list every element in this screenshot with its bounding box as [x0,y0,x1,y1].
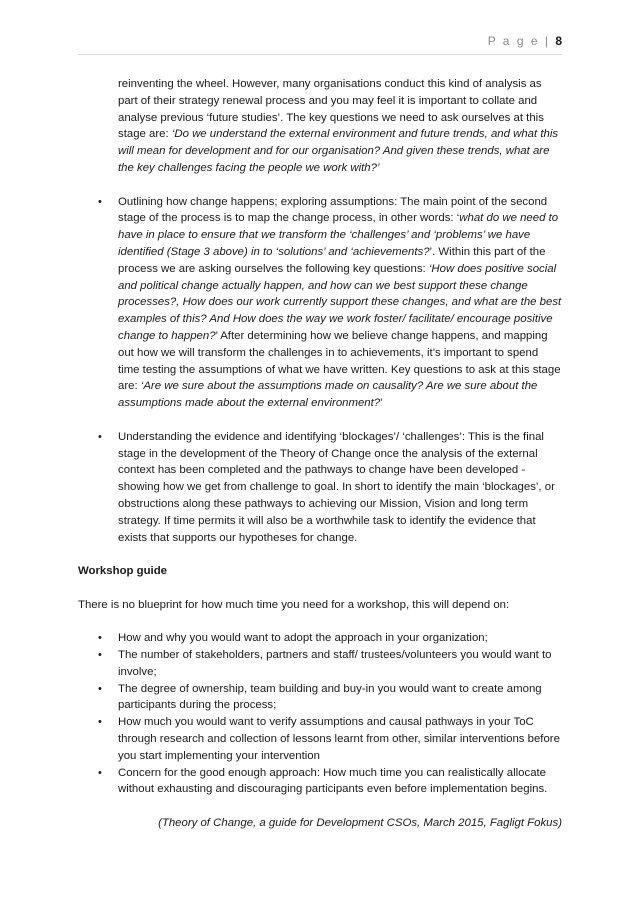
list-item: • Understanding the evidence and identifying ‘blockages’/ ‘challenges’: This is the final stage in the development of the Theory of Change once the analysis of the external context has been completed and the pathways to change have been developed - showing how we get from challenge to goal. In short to identify the main ‘blockages’, or obstructions along these pathways to achieving our Mission, Vision and long term strategy. If time permits it will also be a worthwhile task to identify the evidence that exists that supports our hypotheses for change. [98,430,555,544]
list-item: • How and why you would want to adopt the approach in your organization; [78,630,562,647]
page-label: P a g e [487,34,540,48]
stage-list [78,194,562,547]
list-item: • Concern for the good enough approach: How much time you can realistically allocate without exhausting and discouraging participants even before implementation begins. [98,766,548,796]
continuation-paragraph: reinventing the wheel. However, many organisations conduct this kind of analysis as part of their strategy renewal process and you may feel it is important to collate and analyse previous ‘future studies’. The key questions we need to ask ourselves at this stage are: ‘Do we understand the external environment and future trends, and what this will mean for development and for our organisation? And given these trends, what are the key challenges facing the people we work with?’ [118,78,559,174]
list-item: • The number of stakeholders, partners and staff/ trustees/volunteers you would want to involve; [98,649,552,678]
bullet-icon: • [98,649,102,662]
list-item: • Outlining how change happens; exploring assumptions: The main point of the second stage of the process is to map the change process, in other words: ‘what do we need to have in place to ensure that we transform the ‘challenges’ and ‘problems’ we have identified (Stage 3 above) in to ‘solutions’ and ‘achievements?’. Within this part of the process we are asking ourselves the following key questions: ‘How does positive social and political change actually happen, and how can we best support these change processes?, How does our work currently support these changes, and what are the best examples of this? And How does the way we work foster/ facilitate/ encourage positive change to happen?’ After determining how we believe change happens, and mapping out how we will transform the challenges in to achievements, it’s important to spend time testing the assumptions of what we have written. Key questions to ask at this stage are: ‘Are we sure about the assumptions made on causality? Are we sure about the assumptions made about the external environment?’ [98,195,562,410]
page-header [488,34,562,48]
header-divider [78,54,562,55]
list-item: • The degree of ownership, team building and buy-in you would want to create among participants during the process; [98,682,542,712]
source-citation: (Theory of Change, a guide for Development CSOs, March 2015, Fagligt Fokus) [158,817,562,830]
document-body [78,76,562,832]
workshop-list [78,630,562,798]
bullet-icon: • [98,766,102,779]
list-item: • How much you would want to verify assumptions and causal pathways in your ToC through research and collection of lessons learnt from other, similar interventions before you start implementing your intervention [98,716,560,762]
section-heading: Workshop guide [78,565,168,578]
bullet-icon: • [98,716,102,729]
bullet-icon: • [98,632,102,645]
workshop-intro: There is no blueprint for how much time you need for a workshop, this will depend on: [78,598,510,611]
bullet-icon: • [98,430,102,443]
page-separator: | [544,34,550,48]
bullet-icon: • [98,195,102,208]
page-number: 8 [555,34,562,48]
bullet-icon: • [98,682,102,695]
